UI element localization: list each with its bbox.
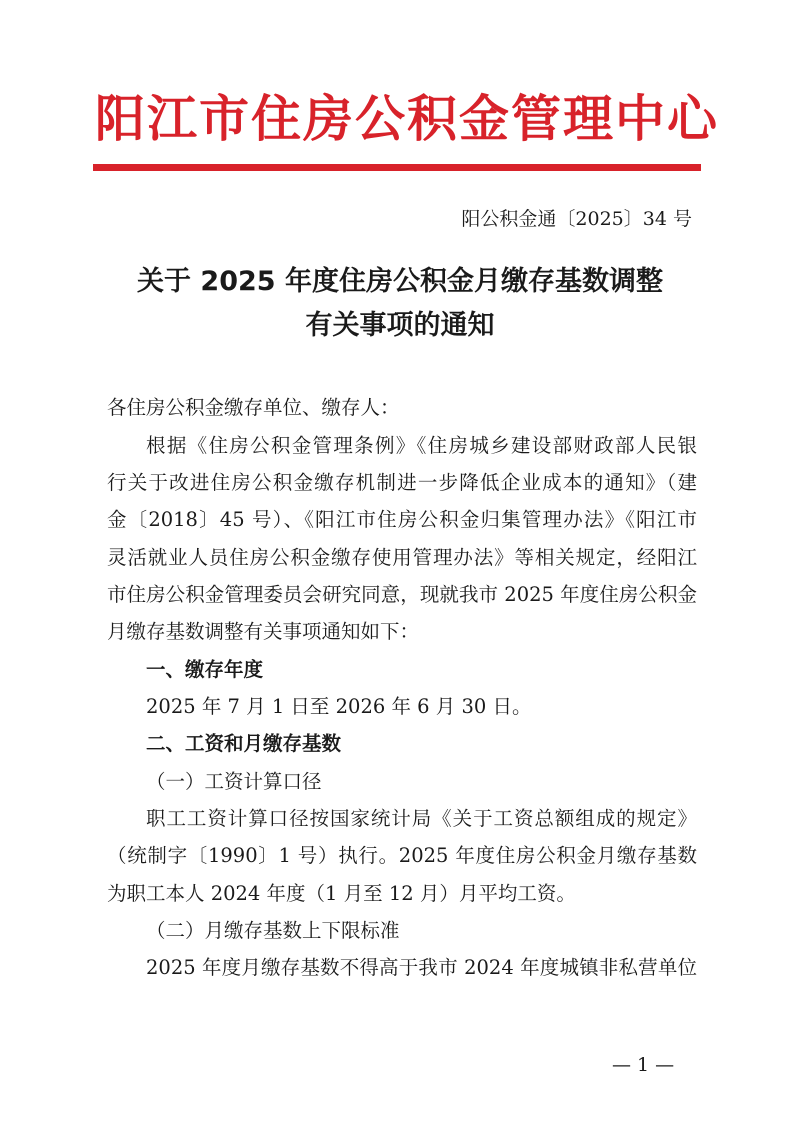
org-letterhead-title: 阳江市住房公积金管理中心 (95, 90, 719, 148)
section-1-heading: 一、缴存年度 (146, 658, 264, 681)
intro-line: 灵活就业人员住房公积金缴存使用管理办法》等相关规定，经阳江 (107, 546, 697, 569)
subsection-1-line: （统制字〔1990〕1 号）执行。2025 年度住房公积金月缴存基数 (107, 844, 697, 867)
document-title-line-2: 有关事项的通知 (305, 310, 495, 341)
intro-line: 月缴存基数调整有关事项通知如下： (107, 620, 420, 643)
subsection-2-heading: （二）月缴存基数上下限标准 (146, 919, 400, 942)
section-2-heading: 二、工资和月缴存基数 (146, 732, 342, 755)
intro-line: 市住房公积金管理委员会研究同意，现就我市 2025 年度住房公积金 (107, 583, 697, 606)
subsection-1-line: 职工工资计算口径按国家统计局《关于工资总额组成的规定》 (146, 807, 697, 830)
section-1-text: 2025 年 7 月 1 日至 2026 年 6 月 30 日。 (146, 695, 532, 718)
intro-line: 金〔2018〕45 号）、《阳江市住房公积金归集管理办法》《阳江市 (107, 508, 697, 531)
subsection-1-line: 为职工本人 2024 年度（1 月至 12 月）月平均工资。 (107, 882, 576, 905)
page-number: — 1 — (612, 1054, 675, 1076)
letterhead-red-rule (93, 164, 701, 171)
salutation: 各住房公积金缴存单位、缴存人： (107, 396, 400, 419)
intro-line: 根据《住房公积金管理条例》《住房城乡建设部财政部人民银 (146, 434, 697, 457)
document-number: 阳公积金通〔2025〕34 号 (461, 208, 692, 230)
subsection-1-heading: （一）工资计算口径 (146, 770, 322, 793)
document-title-line-1: 关于 2025 年度住房公积金月缴存基数调整 (137, 266, 663, 297)
subsection-2-line: 2025 年度月缴存基数不得高于我市 2024 年度城镇非私营单位 (146, 956, 697, 979)
intro-line: 行关于改进住房公积金缴存机制进一步降低企业成本的通知》（建 (107, 471, 697, 494)
